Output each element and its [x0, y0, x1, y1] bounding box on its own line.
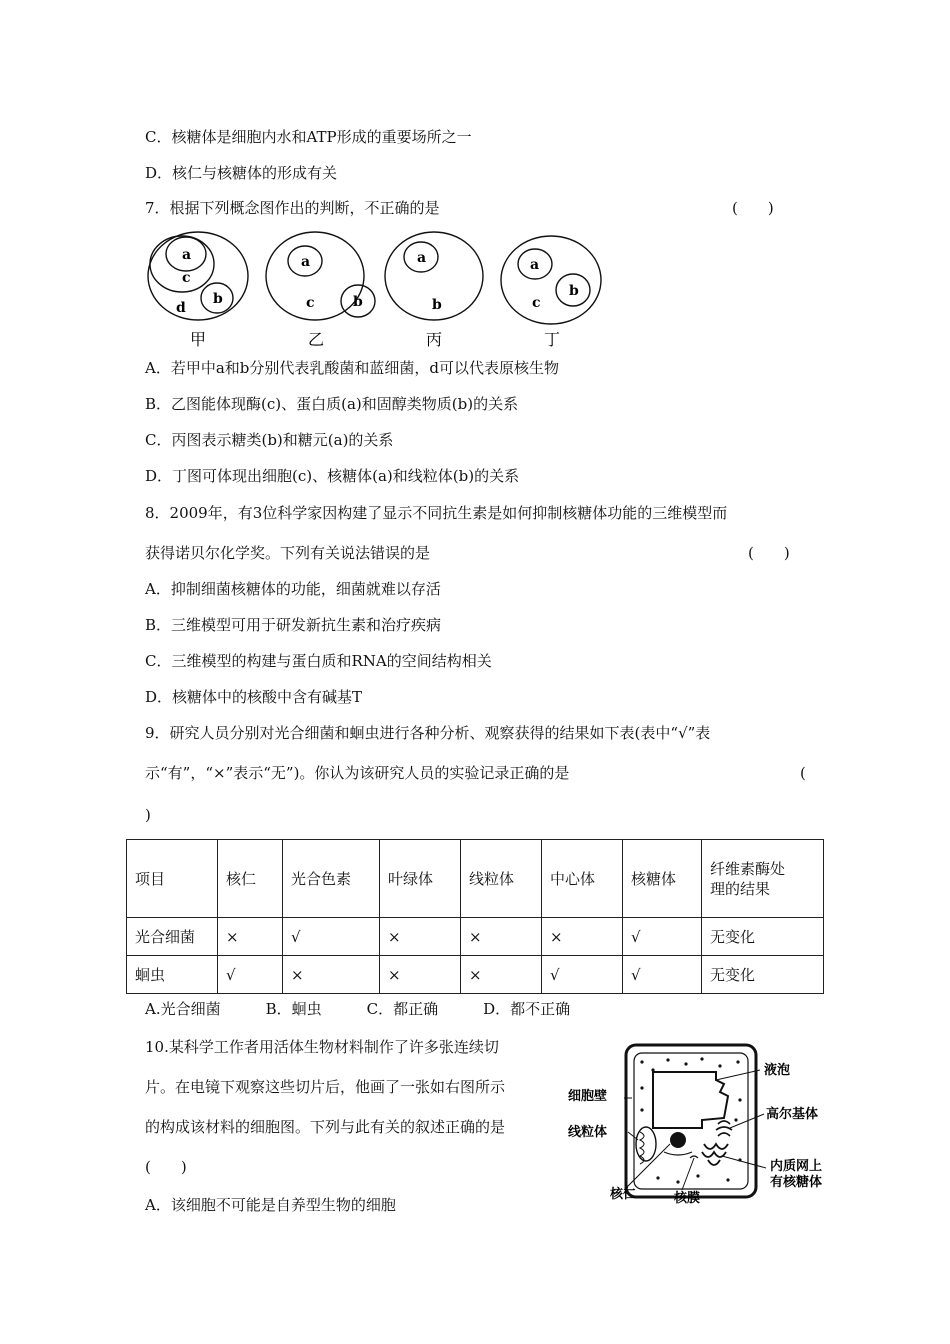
label-nucleolus: 核仁	[610, 1187, 637, 1202]
q10-stem-line2: 片。在电镜下观察这些切片后，他画了一张如右图所示	[145, 1078, 506, 1096]
table-row	[127, 956, 824, 994]
venn-bing-label: 丙	[426, 330, 443, 349]
venn-yi-a: a	[301, 254, 311, 270]
venn-yi-label: 乙	[308, 330, 325, 349]
q8-stem-line2: 获得诺贝尔化学奖。下列有关说法错误的是	[145, 544, 431, 562]
q10-stem-line3: 的构成该材料的细胞图。下列与此有关的叙述正确的是	[145, 1118, 506, 1136]
table-cell: √	[283, 918, 380, 956]
label-nuclear-membrane: 核膜	[674, 1191, 701, 1206]
q7-option-c: C．丙图表示糖类(b)和糖元(a)的关系	[145, 431, 394, 449]
table-cell: 光合细菌	[127, 918, 218, 956]
label-mitochondria: 线粒体	[568, 1125, 608, 1140]
table-header-cell	[702, 840, 824, 918]
q10-option-a: A．该细胞不可能是自养型生物的细胞	[145, 1196, 396, 1214]
q8-option-b: B．三维模型可用于研发新抗生素和治疗疾病	[145, 616, 442, 634]
q9-answer-blank-open: (	[800, 764, 806, 782]
q7-option-d: D．丁图可体现出细胞(c)、核糖体(a)和线粒体(b)的关系	[145, 467, 520, 485]
table-cell: 蛔虫	[127, 956, 218, 994]
mitochondrion-shape	[636, 1127, 656, 1161]
header-last-line2: 理的结果	[710, 879, 771, 898]
venn-jia-c: c	[182, 270, 191, 286]
header-last-line1: 纤维素酶处	[710, 859, 786, 878]
cell-diagram	[568, 1040, 838, 1215]
q8-option-c: C．三维模型的构建与蛋白质和RNA的空间结构相关	[145, 652, 492, 670]
q8-option-a: A．抑制细菌核糖体的功能，细菌就难以存活	[145, 580, 441, 598]
q9-results-table	[126, 839, 824, 994]
table-cell: ×	[461, 918, 542, 956]
venn-ding-a: a	[530, 257, 540, 273]
table-row	[127, 918, 824, 956]
q6-option-c: C．核糖体是细胞内水和ATP形成的重要场所之一	[145, 128, 472, 146]
q8-answer-blank: ( )	[748, 544, 790, 562]
table-cell: ×	[380, 918, 461, 956]
venn-jia-label: 甲	[190, 330, 207, 349]
q7-stem: 7．根据下列概念图作出的判断，不正确的是	[145, 199, 440, 217]
table-header-cell: 中心体	[542, 840, 623, 918]
venn-yi	[266, 232, 375, 349]
venn-yi-b: b	[353, 294, 363, 310]
table-header-cell: 线粒体	[461, 840, 542, 918]
q8-option-d: D．核糖体中的核酸中含有碱基T	[145, 688, 363, 706]
label-er-line1: 内质网上	[770, 1159, 823, 1174]
q6-option-d: D．核仁与核糖体的形成有关	[145, 164, 338, 182]
q10-answer-blank: ( )	[145, 1158, 187, 1176]
label-vacuole: 液泡	[764, 1063, 791, 1078]
venn-ding-c: c	[532, 295, 541, 311]
table-header-cell: 叶绿体	[380, 840, 461, 918]
vacuole-shape	[653, 1072, 728, 1128]
table-cell: ×	[542, 918, 623, 956]
q7-answer-blank: ( )	[732, 199, 774, 217]
table-header-cell: 核仁	[218, 840, 283, 918]
concept-venn-diagrams	[140, 228, 610, 348]
table-cell: √	[218, 956, 283, 994]
table-cell: √	[623, 956, 702, 994]
venn-jia	[148, 232, 248, 349]
q8-stem-line1: 8．2009年，有3位科学家因构建了显示不同抗生素是如何抑制核糖体功能的三维模型而	[145, 504, 728, 522]
label-cell-wall: 细胞壁	[568, 1089, 608, 1104]
table-cell: 无变化	[702, 918, 824, 956]
q10-stem-line1: 10.某科学工作者用活体生物材料制作了许多张连续切	[145, 1038, 499, 1056]
venn-ding-label: 丁	[544, 330, 561, 349]
nucleolus-shape	[670, 1132, 686, 1148]
table-header-cell: 核糖体	[623, 840, 702, 918]
q9-stem-line2: 示“有”，“×”表示“无”)。你认为该研究人员的实验记录正确的是	[145, 764, 570, 782]
venn-jia-a: a	[182, 247, 192, 263]
table-header-row	[127, 840, 824, 918]
table-header-cell: 光合色素	[283, 840, 380, 918]
q9-options: A.光合细菌 B．蛔虫 C．都正确 D．都不正确	[145, 1000, 571, 1018]
q9-answer-blank-close: )	[145, 806, 151, 824]
venn-yi-c: c	[306, 295, 315, 311]
table-cell: ×	[380, 956, 461, 994]
q7-option-b: B．乙图能体现酶(c)、蛋白质(a)和固醇类物质(b)的关系	[145, 395, 519, 413]
venn-bing-b: b	[432, 297, 442, 313]
venn-ding	[501, 236, 601, 349]
venn-jia-d: d	[176, 300, 186, 316]
venn-ding-b: b	[569, 283, 579, 299]
table-cell: ×	[283, 956, 380, 994]
venn-bing-a: a	[417, 250, 427, 266]
venn-jia-b: b	[213, 291, 223, 307]
table-cell: √	[623, 918, 702, 956]
table-cell: 无变化	[702, 956, 824, 994]
label-er-line2: 有核糖体	[770, 1175, 823, 1190]
label-golgi: 高尔基体	[766, 1107, 819, 1122]
venn-bing	[385, 232, 483, 349]
q9-stem-line1: 9．研究人员分别对光合细菌和蛔虫进行各种分析、观察获得的结果如下表(表中“√”表	[145, 724, 711, 742]
q7-option-a: A．若甲中a和b分别代表乳酸菌和蓝细菌，d可以代表原核生物	[145, 359, 559, 377]
table-header-cell: 项目	[127, 840, 218, 918]
table-cell: √	[542, 956, 623, 994]
table-cell: ×	[218, 918, 283, 956]
table-cell: ×	[461, 956, 542, 994]
